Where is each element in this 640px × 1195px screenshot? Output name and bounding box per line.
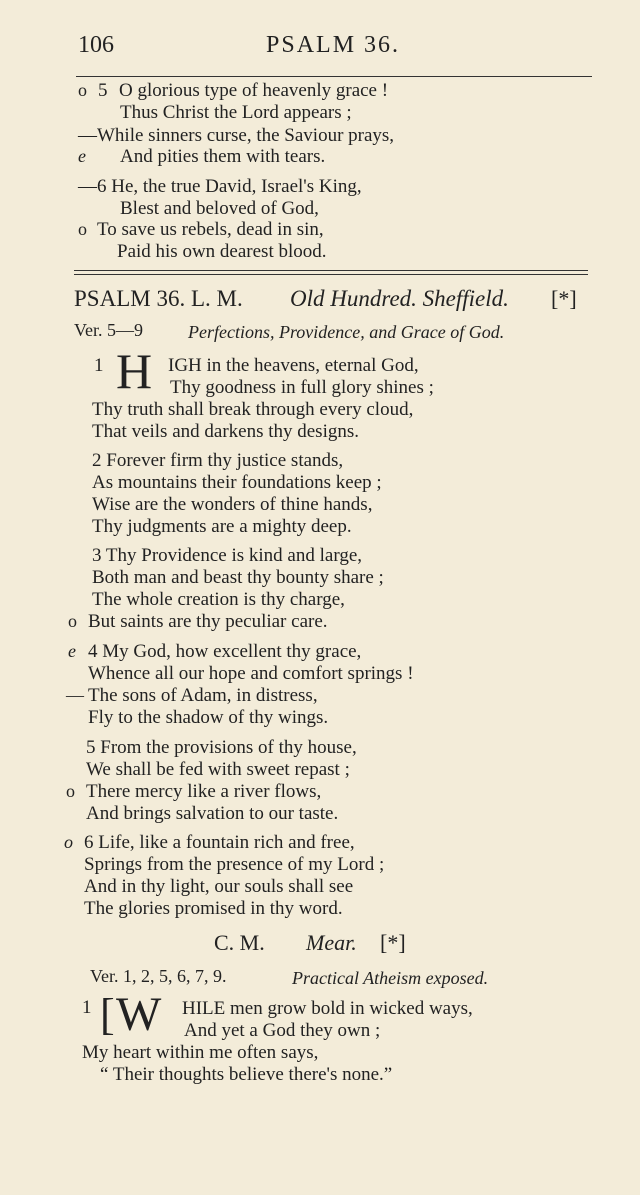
verse-line: Both man and beast thy bounty share ; — [92, 567, 384, 588]
verse-line: Wise are the wonders of thine hands, — [92, 494, 373, 515]
section-rule-2 — [74, 274, 588, 275]
meter: C. M. — [214, 930, 265, 955]
verse-line: Whence all our hope and comfort springs ! — [88, 663, 414, 684]
verse-line: That veils and darkens thy designs. — [92, 421, 360, 442]
verse-line: Blest and beloved of God, — [120, 198, 319, 219]
verse-line: Springs from the presence of my Lord ; — [84, 854, 385, 875]
psalm-subject: Perfections, Providence, and Grace of God. — [188, 322, 505, 342]
marker: [*] — [551, 286, 577, 311]
verse-line: And brings salvation to our taste. — [86, 803, 339, 824]
tune-names: Old Hundred. Sheffield. — [290, 286, 509, 311]
mark-e: e — [68, 641, 76, 661]
verse-line: 5 From the provisions of thy house, — [86, 737, 357, 758]
verse-line: 6 Life, like a fountain rich and free, — [84, 832, 355, 853]
verse-range: Ver. 1, 2, 5, 6, 7, 9. — [90, 966, 227, 986]
drop-cap: W — [116, 988, 162, 1041]
psalm-subject: Practical Atheism exposed. — [292, 968, 489, 988]
verse-line: The sons of Adam, in distress, — [88, 685, 318, 706]
verse-line: 3 Thy Providence is kind and large, — [92, 545, 362, 566]
verse-line: HILE men grow bold in wicked ways, — [182, 998, 473, 1019]
mark-o: o — [66, 781, 75, 801]
mark-dash: — — [66, 685, 84, 705]
verse-line: There mercy like a river flows, — [86, 781, 322, 802]
verse-line: And in thy light, our souls shall see — [84, 876, 354, 897]
verse-line: And pities them with tears. — [120, 146, 326, 167]
page-header — [78, 32, 598, 68]
page-number: 106 — [78, 32, 114, 58]
verse-line: O glorious type of heavenly grace ! — [119, 80, 389, 101]
verse-line: And yet a God they own ; — [184, 1020, 381, 1041]
mark-o: o — [78, 80, 87, 100]
verse-line: 2 Forever firm thy justice stands, — [92, 450, 344, 471]
verse-line: Paid his own dearest blood. — [117, 241, 327, 262]
running-title: PSALM 36. — [266, 32, 401, 58]
verse-line: We shall be fed with sweet repast ; — [86, 759, 350, 780]
verse-line: As mountains their foundations keep ; — [92, 472, 382, 493]
verse-line: IGH in the heavens, eternal God, — [168, 355, 419, 376]
verse-line: Thy truth shall break through every cloud, — [92, 399, 414, 420]
verse-line: Thy goodness in full glory shines ; — [170, 377, 434, 398]
verse-line: Fly to the shadow of thy wings. — [88, 707, 329, 728]
verse-line: “ Their thoughts believe there's none.” — [100, 1064, 393, 1085]
verse-number: 1 — [82, 997, 92, 1018]
verse-line: Thy judgments are a mighty deep. — [92, 516, 352, 537]
psalm-heading: PSALM 36. L. M. — [74, 286, 243, 311]
verse-line: To save us rebels, dead in sin, — [97, 219, 324, 240]
tune-name: Mear. — [306, 930, 357, 955]
verse-line: —While sinners curse, the Saviour prays, — [78, 125, 395, 146]
drop-cap: H — [116, 343, 153, 399]
drop-bracket: [ — [100, 990, 115, 1039]
verse-line: Thus Christ the Lord appears ; — [120, 102, 352, 123]
verse-line: —6 He, the true David, Israel's King, — [78, 176, 362, 197]
verse-range: Ver. 5—9 — [74, 320, 143, 340]
header-rule — [76, 76, 592, 77]
mark-e: e — [78, 146, 86, 166]
verse-number: 1 — [94, 355, 104, 376]
verse-line: The whole creation is thy charge, — [92, 589, 345, 610]
mark-o: o — [78, 219, 87, 239]
marker: [*] — [380, 930, 406, 955]
mark-o: o — [68, 611, 77, 631]
verse-line: My heart within me often says, — [82, 1042, 319, 1063]
verse-line: 4 My God, how excellent thy grace, — [88, 641, 362, 662]
verse-line: But saints are thy peculiar care. — [88, 611, 328, 632]
mark-o-italic: o — [64, 832, 73, 852]
section-rule — [74, 270, 588, 271]
verse-number: 5 — [98, 80, 108, 101]
verse-line: The glories promised in thy word. — [84, 898, 343, 919]
